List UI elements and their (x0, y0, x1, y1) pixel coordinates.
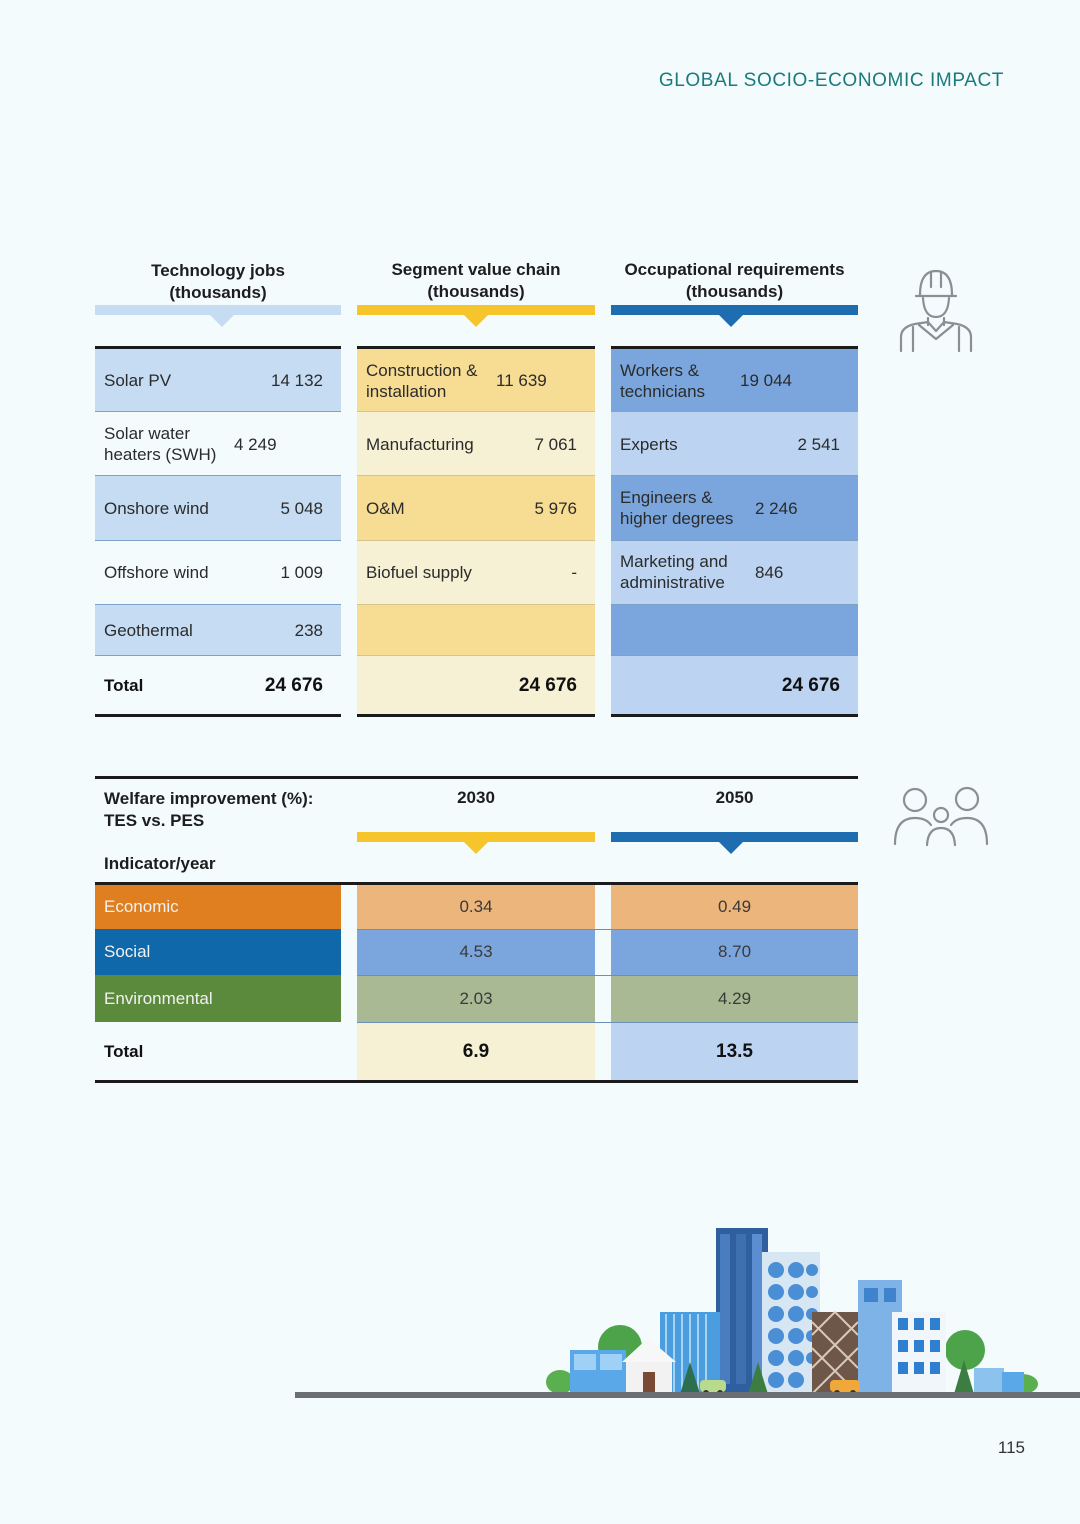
city-skyline-illustration (540, 1222, 1040, 1394)
year-2050-heading: 2050 (715, 788, 754, 807)
heading-line: (thousands) (169, 283, 267, 302)
row-value: 238 (294, 620, 323, 640)
table-rule (95, 1080, 858, 1083)
value-environmental-2050: 4.29 (611, 975, 858, 1022)
row-value: 5 976 (534, 498, 577, 518)
col-heading-occupational (611, 259, 858, 303)
row-value: 14 132 (271, 371, 323, 390)
table-row-segment (357, 349, 595, 412)
heading-bar-2030 (357, 832, 595, 842)
row-divider (95, 540, 341, 541)
table-row-segment (357, 476, 595, 540)
row-divider (95, 604, 341, 605)
value-economic-2050: 0.49 (611, 885, 858, 929)
table-rule (357, 714, 595, 717)
row-label: Engineers & higher degrees (620, 488, 734, 528)
table-row-technology (95, 476, 341, 540)
row-divider (357, 655, 595, 656)
row-label: Biofuel supply (366, 562, 472, 582)
row-value: 7 061 (534, 434, 577, 454)
row-divider (95, 475, 341, 476)
pointer-icon (210, 315, 234, 327)
section-title: GLOBAL SOCIO-ECONOMIC IMPACT (658, 70, 1004, 91)
welfare-total-label: Total (104, 1041, 144, 1061)
heading-bar-2050 (611, 832, 858, 842)
table-row-occupational (611, 476, 858, 540)
ground-line (295, 1392, 1080, 1398)
table-row-technology (95, 604, 341, 656)
heading-line: Technology jobs (151, 261, 285, 280)
table-row-technology (95, 349, 341, 412)
indicator-social: Social (95, 929, 341, 975)
indicator-environmental: Environmental (95, 975, 341, 1022)
row-divider (611, 475, 858, 476)
title-line: TES vs. PES (104, 811, 205, 830)
row-value: 11 639 (496, 371, 547, 390)
row-label: Solar water heaters (SWH) (104, 424, 217, 464)
row-divider (357, 475, 595, 476)
table-rule (95, 714, 341, 717)
welfare-total-2050: 13.5 (611, 1023, 858, 1080)
row-divider (611, 540, 858, 541)
row-divider (357, 929, 858, 930)
pointer-icon (464, 842, 488, 854)
row-label: Geothermal (104, 620, 193, 640)
total-label: Total (104, 675, 144, 695)
value-environmental-2030: 2.03 (357, 975, 595, 1022)
year-2030-heading: 2030 (457, 788, 495, 807)
page-number: 115 (997, 1438, 1025, 1457)
row-divider (95, 411, 341, 412)
people-group-icon (890, 784, 994, 850)
table-rule (611, 714, 858, 717)
indicator-economic: Economic (95, 885, 341, 929)
row-divider (357, 540, 595, 541)
row-divider (357, 604, 595, 605)
welfare-total-2030: 6.9 (357, 1023, 595, 1080)
table-row-technology (95, 412, 341, 476)
table-row-segment (357, 540, 595, 604)
table-row-total (611, 656, 858, 714)
row-divider (611, 604, 858, 605)
total-value: 24 676 (781, 674, 840, 696)
heading-bar-technology (95, 305, 341, 315)
row-label: Manufacturing (366, 434, 474, 454)
row-label: Construction & installation (366, 360, 478, 401)
table-row-occupational (611, 349, 858, 412)
table-row-technology (95, 540, 341, 604)
row-value: 846 (755, 562, 784, 582)
row-label: Onshore wind (104, 498, 209, 518)
row-value: 4 249 (234, 434, 277, 454)
row-value: 2 541 (797, 434, 840, 454)
row-divider (95, 655, 341, 656)
row-label: Workers & technicians (620, 360, 706, 401)
row-divider (611, 655, 858, 656)
total-value: 24 676 (518, 674, 577, 696)
table-row-occupational-empty (611, 604, 858, 656)
col-heading-segment (357, 259, 595, 303)
pointer-icon (719, 842, 743, 854)
row-label: Offshore wind (104, 562, 209, 582)
row-divider (357, 411, 595, 412)
welfare-title (104, 788, 313, 832)
row-label: O&M (366, 498, 405, 518)
heading-bar-occupational (611, 305, 858, 315)
row-value: - (571, 562, 577, 582)
table-row-total (357, 656, 595, 714)
heading-line: (thousands) (685, 282, 784, 301)
row-value: 5 048 (280, 498, 323, 518)
row-value: 2 246 (755, 498, 798, 518)
title-line: Welfare improvement (%): (104, 789, 314, 808)
row-divider (357, 975, 858, 976)
table-row-occupational (611, 412, 858, 476)
row-value: 19 044 (740, 371, 792, 390)
pointer-icon (719, 315, 743, 327)
value-social-2050: 8.70 (611, 929, 858, 975)
heading-line: (thousands) (427, 282, 525, 301)
col-heading-technology (95, 260, 341, 304)
table-row-segment (357, 412, 595, 476)
row-label: Experts (620, 434, 678, 454)
heading-bar-segment (357, 305, 595, 315)
value-economic-2030: 0.34 (357, 885, 595, 929)
row-label: Solar PV (104, 371, 172, 390)
row-label: Marketing and administrative (620, 552, 728, 592)
row-value: 1 009 (280, 562, 323, 582)
heading-line: Occupational requirements (624, 260, 845, 279)
total-value: 24 676 (264, 674, 323, 696)
table-row-segment-empty (357, 604, 595, 656)
table-row-total (95, 656, 341, 714)
heading-line: Segment value chain (391, 260, 561, 279)
pointer-icon (464, 315, 488, 327)
value-social-2030: 4.53 (357, 929, 595, 975)
worker-icon (893, 265, 978, 357)
table-row-occupational (611, 540, 858, 604)
table-rule (95, 776, 858, 779)
indicator-year-label: Indicator/year (104, 854, 216, 873)
